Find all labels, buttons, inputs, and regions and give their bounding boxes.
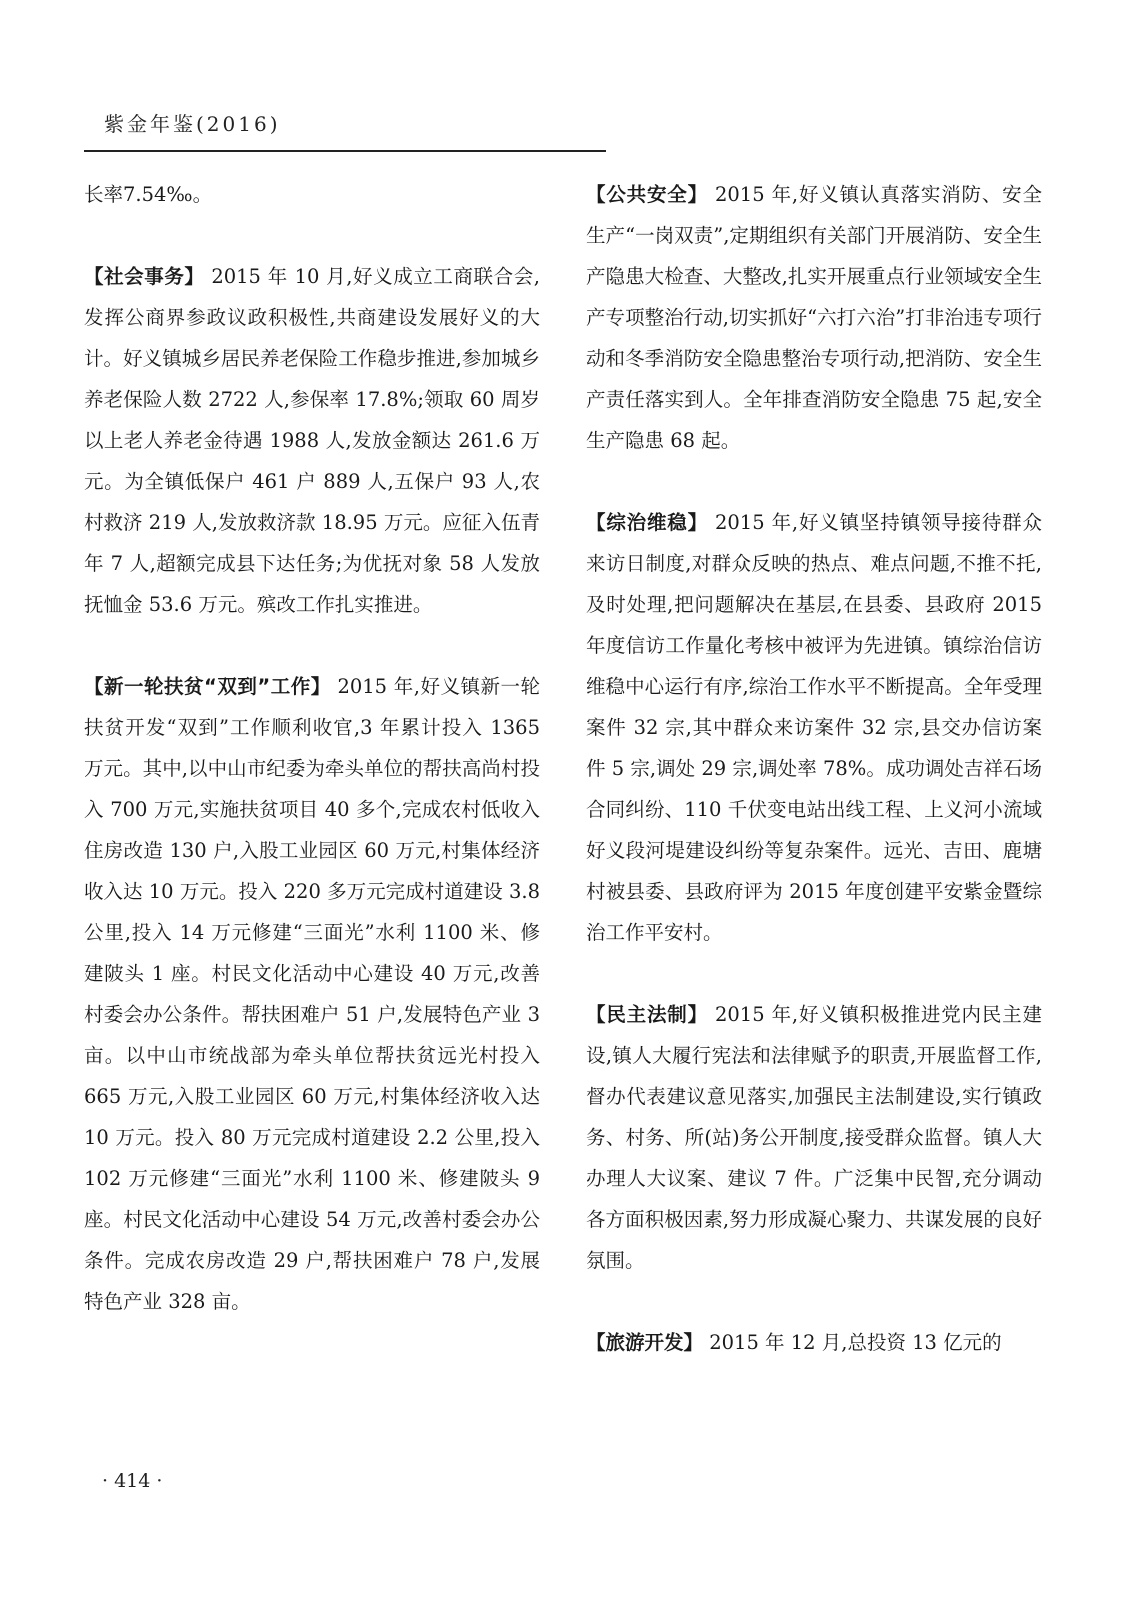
- section-tourism: [586, 1322, 1042, 1363]
- section-public-safety: [586, 174, 1042, 461]
- right-column: [586, 174, 1042, 1363]
- section-gap: [84, 215, 540, 256]
- section-tag: 【社会事务】: [84, 265, 205, 288]
- continuation-text: 长率7.54‰。: [84, 183, 213, 206]
- section-tag: 【民主法制】: [586, 1003, 708, 1026]
- section-body: 2015 年,好义镇坚持镇领导接待群众来访日制度,对群众反映的热点、难点问题,不推不托,及时处理,把问题解决在基层,在县委、县政府 2015 年度信访工作量化考核中被评为先进镇。镇综治信访维稳中心运行有序,综治工作水平不断提高。全年受理案件 32 宗,其中群众来访案件 32 宗,县交办信访案件 5 宗,调处 29 宗,调处率 78%。成功调处吉祥石场合同纠纷、110 千伏变电站出线工程、上义河小流域好义段河堤建设纠纷等复杂案件。远光、吉田、鹿塘村被县委、县政府评为 2015 年度创建平安紫金暨综治工作平安村。: [586, 511, 1042, 944]
- section-poverty-relief: [84, 666, 540, 1322]
- section-gap: [586, 1281, 1042, 1322]
- section-body: 2015 年,好义镇认真落实消防、安全生产“一岗双责”,定期组织有关部门开展消防、安全生产隐患大检查、大整改,扎实开展重点行业领域安全生产专项整治行动,切实抓好“六打六治”打非治违专项行动和冬季消防安全隐患整治专项行动,把消防、安全生产责任落实到人。全年排查消防安全隐患 75 起,安全生产隐患 68 起。: [586, 183, 1042, 452]
- section-stability: [586, 502, 1042, 953]
- section-gap: [586, 461, 1042, 502]
- left-column: [84, 174, 540, 1322]
- section-social-affairs: [84, 256, 540, 625]
- section-gap: [586, 953, 1042, 994]
- section-body: 2015 年 12 月,总投资 13 亿元的: [709, 1331, 1002, 1354]
- section-tag: 【旅游开发】: [586, 1331, 704, 1354]
- section-tag: 【公共安全】: [586, 183, 708, 206]
- section-democracy-law: [586, 994, 1042, 1281]
- page-number: · 414 ·: [102, 1470, 163, 1492]
- section-gap: [84, 625, 540, 666]
- section-tag: 【新一轮扶贫“双到”工作】: [84, 675, 331, 698]
- header-rule: [84, 150, 606, 152]
- section-body: 2015 年 10 月,好义成立工商联合会,发挥公商界参政议政积极性,共商建设发展好义的大计。好义镇城乡居民养老保险工作稳步推进,参加城乡养老保险人数 2722 人,参保率 17.8%;领取 60 周岁以上老人养老金待遇 1988 人,发放金额达 261.6 万元。为全镇低保户 461 户 889 人,五保户 93 人,农村救济 219 人,发放救济款 18.95 万元。应征入伍青年 7 人,超额完成县下达任务;为优抚对象 58 人发放抚恤金 53.6 万元。殡改工作扎实推进。: [84, 265, 541, 616]
- section-body: 2015 年,好义镇积极推进党内民主建设,镇人大履行宪法和法律赋予的职责,开展监督工作,督办代表建议意见落实,加强民主法制建设,实行镇政务、村务、所(站)务公开制度,接受群众监督。镇人大办理人大议案、建议 7 件。广泛集中民智,充分调动各方面积极因素,努力形成凝心聚力、共谋发展的良好氛围。: [586, 1003, 1042, 1272]
- running-head: 紫金年鉴(2016): [104, 112, 281, 136]
- section-tag: 【综治维稳】: [586, 511, 708, 534]
- section-body: 2015 年,好义镇新一轮扶贫开发“双到”工作顺利收官,3 年累计投入 1365 万元。其中,以中山市纪委为牵头单位的帮扶高尚村投入 700 万元,实施扶贫项目 40 多个,完成农村低收入住房改造 130 户,入股工业园区 60 万元,村集体经济收入达 10 万元。投入 220 多万元完成村道建设 3.8 公里,投入 14 万元修建“三面光”水利 1100 米、修建陂头 1 座。村民文化活动中心建设 40 万元,改善村委会办公条件。帮扶困难户 51 户,发展特色产业 3 亩。以中山市统战部为牵头单位帮扶贫远光村投入 665 万元,入股工业园区 60 万元,村集体经济收入达 10 万元。投入 80 万元完成村道建设 2.2 公里,投入 102 万元修建“三面光”水利 1100 米、修建陂头 9 座。村民文化活动中心建设 54 万元,改善村委会办公条件。完成农房改造 29 户,帮扶困难户 78 户,发展特色产业 328 亩。: [84, 675, 541, 1313]
